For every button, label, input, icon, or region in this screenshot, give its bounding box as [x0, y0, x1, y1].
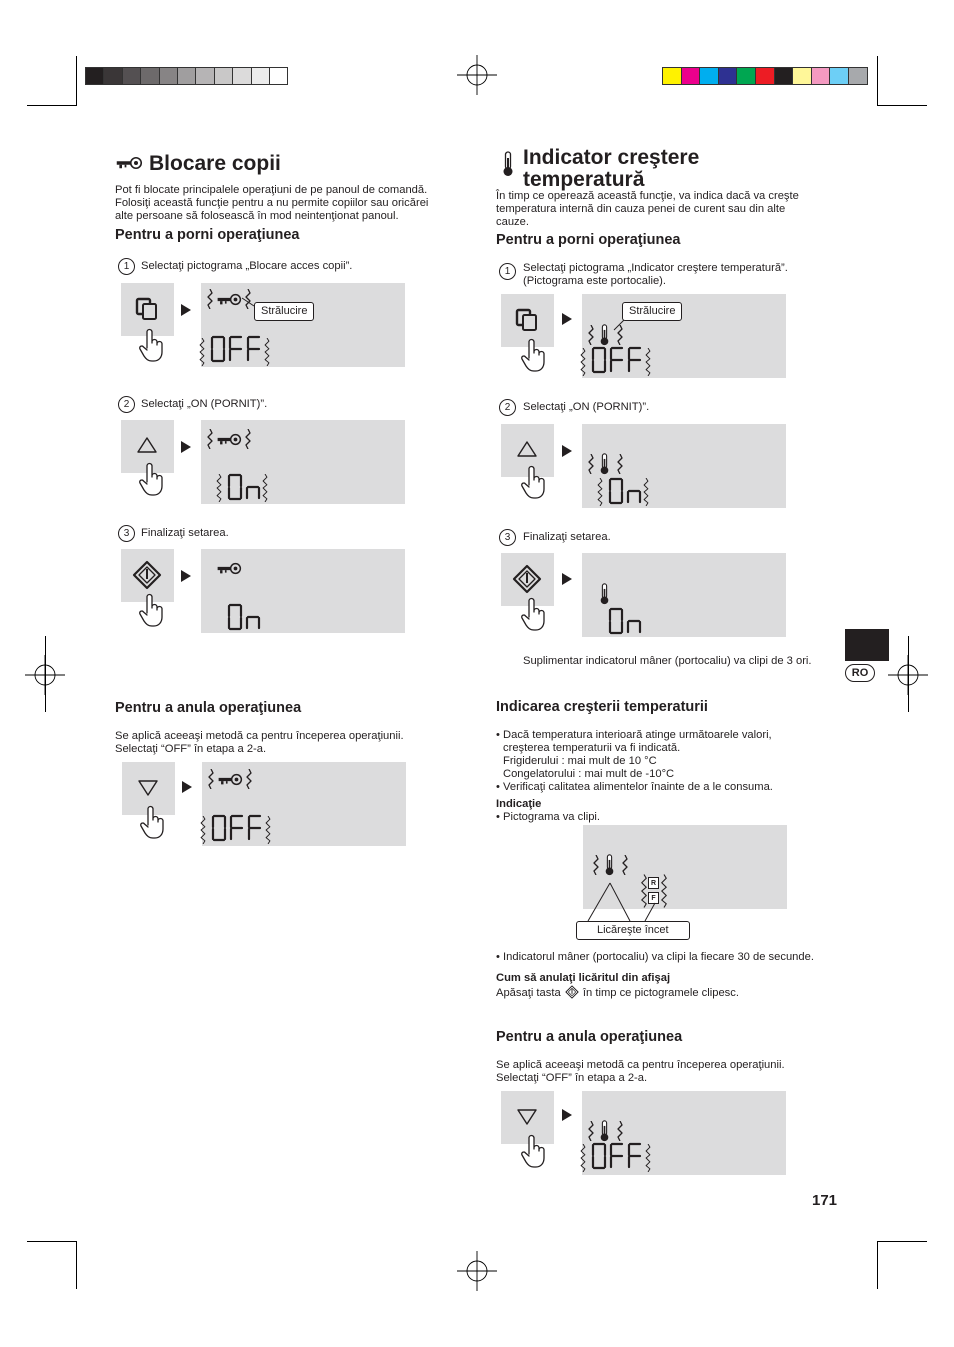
power-icon [565, 985, 579, 999]
up-arrow-icon [516, 440, 538, 458]
crop-mark [45, 636, 46, 712]
indication-list: • Dacă temperatura interioară atinge următoarele valori, creşterea temperaturii va fi indicată. Frigiderului : mai mult de 10 °C Congelatorului : mai mult de -10°C • Verificaţi calitatea alimentelor înainte de a le consuma. [496, 729, 773, 793]
color-swatch [269, 67, 288, 85]
hand-pointer-icon [139, 328, 165, 362]
lcd-display [201, 549, 405, 633]
registration-crosshair [457, 1251, 497, 1291]
key-icon [217, 773, 243, 786]
color-swatch [829, 67, 849, 85]
blink-mark-icon [588, 325, 594, 345]
color-swatch [251, 67, 270, 85]
handle-blink-note: • Indicatorul mâner (portocaliu) va clipi la fiecare 30 de secunde. [496, 951, 814, 963]
step-number: 3 [499, 529, 516, 546]
thermometer-icon [599, 583, 610, 605]
indication-heading: Indicarea creşterii temperaturii [496, 699, 708, 715]
slow-blink-callout: Licăreşte încet [576, 921, 690, 940]
color-swatch [122, 67, 141, 85]
hand-pointer-icon [139, 462, 165, 496]
lcd-readout [209, 336, 269, 364]
step-number: 1 [118, 258, 135, 275]
cancel-blink-text: Apăsaţi tasta în timp ce pictogramele clipesc. [496, 987, 739, 999]
arrow-icon [181, 441, 191, 453]
blink-mark-icon [198, 338, 206, 366]
callout-pointer [612, 318, 632, 334]
callout-pointer [240, 296, 260, 310]
blink-mark-icon [215, 474, 223, 502]
blink-mark-icon [264, 816, 272, 844]
step-text: Selectaţi pictograma „Indicator creştere temperatură”. (Pictograma este portocalie). [523, 262, 788, 287]
lcd-display [582, 294, 786, 378]
thermometer-icon [502, 151, 514, 177]
crop-mark [877, 1241, 927, 1242]
step-text: Selectaţi pictograma „Blocare acces copii”. [141, 260, 353, 272]
crop-mark [76, 1241, 77, 1289]
color-swatch [699, 67, 719, 85]
key-icon [115, 156, 143, 170]
freezer-panel-label: F [648, 892, 659, 904]
power-icon [512, 564, 542, 594]
blink-mark-icon [579, 1144, 587, 1172]
down-arrow-icon [137, 779, 159, 797]
blink-mark-icon [588, 454, 594, 474]
arrow-icon [181, 570, 191, 582]
child-lock-intro: Pot fi blocate principalele operaţiuni de pe panoul de comandă. Folosiţi această funcţie pentru a nu permite copiilor sau oricărei alte persoane să folosească în mod neintenţionat panoul. [115, 184, 429, 222]
crop-mark [27, 105, 77, 106]
language-badge: RO [845, 664, 875, 682]
arrow-icon [562, 1109, 572, 1121]
blink-mark-icon [644, 1144, 652, 1172]
color-swatch [140, 67, 159, 85]
supplement-note: Suplimentar indicatorul mâner (portocaliu) va clipi de 3 ori. [523, 655, 812, 667]
indication-text: • Pictograma va clipi. [496, 811, 601, 823]
temp-rise-intro: În timp ce operează această funcţie, va indica dacă va creşte temperatura internă din cauza penei de curent sau din alte cauze. [496, 190, 799, 228]
glow-callout: Strălucire [622, 302, 682, 321]
language-tab-block [845, 629, 889, 661]
key-icon [216, 433, 242, 446]
thermometer-icon [599, 1120, 610, 1142]
crop-mark [76, 56, 77, 106]
copy-icon [515, 308, 539, 332]
lcd-display [582, 1091, 786, 1175]
blink-mark-icon [207, 289, 213, 309]
thermometer-icon [599, 453, 610, 475]
cancel-text: Se aplică aceeaşi metodă ca pentru începerea operaţiunii. Selectaţi “OFF” în etapa a 2-a. [496, 1059, 785, 1084]
lcd-display [201, 283, 405, 367]
color-swatch [811, 67, 831, 85]
blink-mark-icon [644, 348, 652, 376]
blink-mark-icon [596, 478, 604, 506]
color-swatch [195, 67, 214, 85]
lcd-readout [210, 815, 270, 843]
step-text: Selectaţi „ON (PORNIT)”. [141, 398, 268, 410]
hand-pointer-icon [521, 597, 547, 631]
registration-crosshair [457, 55, 497, 95]
arrow-icon [181, 304, 191, 316]
color-swatch [159, 67, 178, 85]
lcd-display [582, 424, 786, 508]
arrow-icon [562, 573, 572, 585]
hand-pointer-icon [140, 805, 166, 839]
glow-callout: Strălucire [254, 302, 314, 321]
crop-mark [27, 1241, 77, 1242]
blink-mark-icon [207, 429, 213, 449]
crop-mark [877, 105, 927, 106]
blink-mark-icon [199, 816, 207, 844]
down-arrow-icon [516, 1108, 538, 1126]
color-swatch [214, 67, 233, 85]
lcd-readout [607, 608, 647, 636]
crop-mark [908, 636, 909, 712]
copy-icon [135, 297, 159, 321]
blink-mark-icon [208, 769, 214, 789]
step-text: Selectaţi „ON (PORNIT)”. [523, 401, 650, 413]
color-swatch [792, 67, 812, 85]
lcd-readout [590, 1143, 650, 1171]
step-text: Finalizaţi setarea. [523, 531, 611, 543]
color-swatch [681, 67, 701, 85]
arrow-icon [562, 445, 572, 457]
blink-mark-icon [579, 348, 587, 376]
blink-mark-icon [263, 338, 271, 366]
color-swatch [755, 67, 775, 85]
color-swatch [718, 67, 738, 85]
crop-mark [877, 1241, 878, 1289]
cancel-blink-heading: Cum să anulaţi licăritul din afişaj [496, 972, 671, 984]
blink-mark-icon [588, 1121, 594, 1141]
lcd-display [202, 762, 406, 846]
step-number: 2 [499, 399, 516, 416]
fridge-panel-label: R [648, 877, 659, 889]
color-swatch [177, 67, 196, 85]
step-number: 1 [499, 263, 516, 280]
blink-mark-icon [617, 1121, 623, 1141]
arrow-icon [562, 313, 572, 325]
cancel-heading: Pentru a anula operaţiunea [115, 700, 302, 716]
hand-pointer-icon [139, 593, 165, 627]
color-swatch [774, 67, 794, 85]
step-number: 3 [118, 525, 135, 542]
blink-mark-icon [245, 429, 251, 449]
lcd-readout [226, 474, 266, 502]
hand-pointer-icon [521, 338, 547, 372]
lcd-display [582, 553, 786, 637]
step-text: Finalizaţi setarea. [141, 527, 229, 539]
blink-mark-icon [642, 478, 650, 506]
blink-mark-icon [261, 474, 269, 502]
color-swatch [103, 67, 122, 85]
color-swatch [662, 67, 682, 85]
blink-mark-icon [246, 769, 252, 789]
up-arrow-icon [136, 436, 158, 454]
lcd-readout [590, 347, 650, 375]
hand-pointer-icon [521, 1134, 547, 1168]
color-swatch [232, 67, 251, 85]
key-icon [216, 293, 242, 306]
color-swatch [848, 67, 868, 85]
thermometer-icon [599, 324, 610, 346]
cancel-text: Se aplică aceeaşi metodă ca pentru începerea operaţiunii. Selectaţi “OFF” în etapa a 2-a. [115, 730, 404, 755]
section-title-temp-rise: Indicator creştere temperatură [523, 146, 700, 191]
arrow-icon [182, 781, 192, 793]
color-swatch [85, 67, 104, 85]
lcd-readout [607, 478, 647, 506]
blink-mark-icon [617, 454, 623, 474]
crop-mark [877, 56, 878, 106]
page-number: 171 [812, 1192, 838, 1209]
lcd-readout [226, 604, 266, 632]
step-number: 2 [118, 396, 135, 413]
indication-label: Indicaţie [496, 798, 542, 810]
color-swatch [736, 67, 756, 85]
start-heading: Pentru a porni operaţiunea [496, 232, 681, 248]
hand-pointer-icon [521, 465, 547, 499]
start-heading: Pentru a porni operaţiunea [115, 227, 300, 243]
section-title-child-lock: Blocare copii [149, 152, 281, 175]
cancel-heading: Pentru a anula operaţiunea [496, 1029, 683, 1045]
key-icon [216, 562, 242, 575]
power-icon [132, 560, 162, 590]
lcd-display [201, 420, 405, 504]
